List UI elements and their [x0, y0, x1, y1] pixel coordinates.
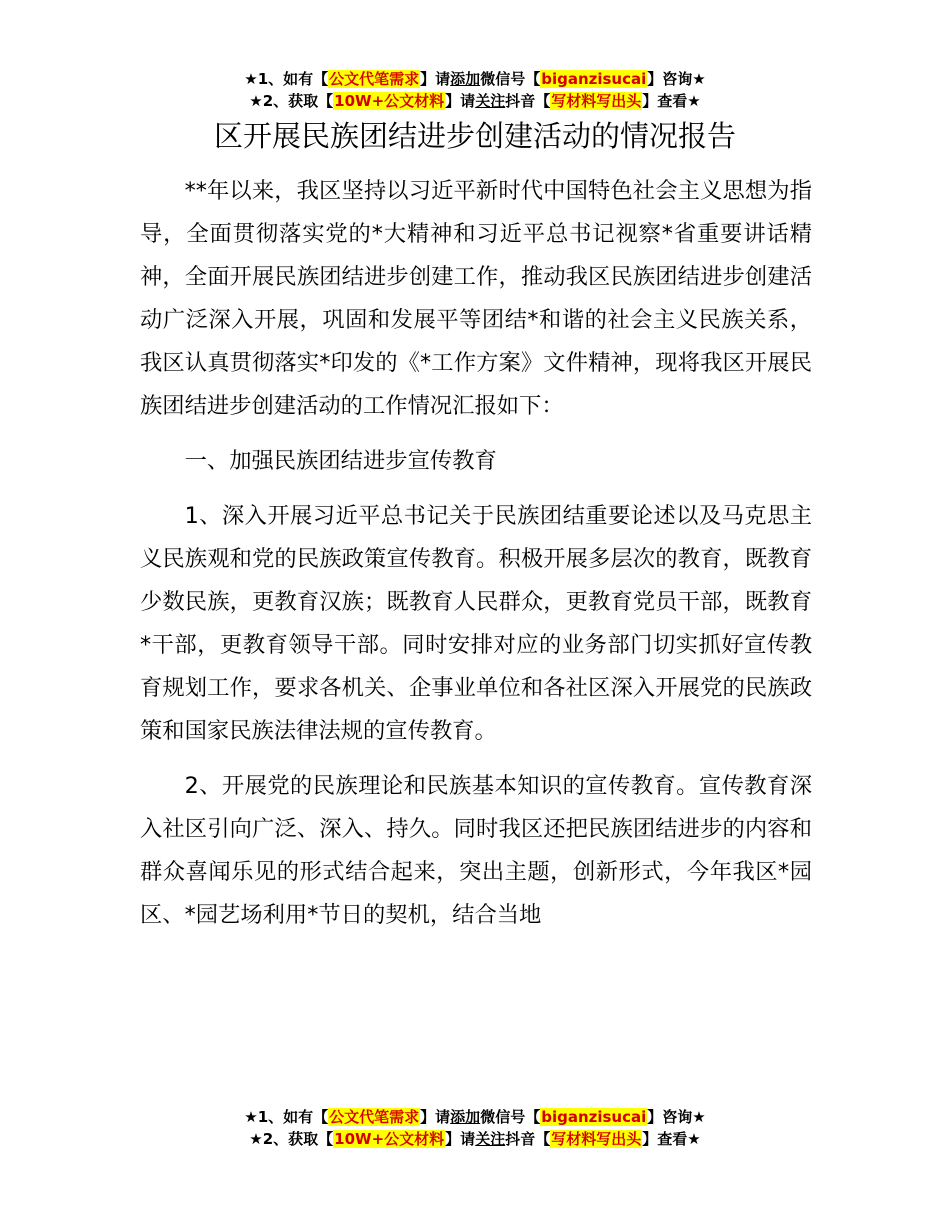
promo-highlight: 10W+公文材料: [334, 92, 445, 110]
promo-text: 】查看: [642, 92, 688, 110]
body-paragraph: 1、深入开展习近平总书记关于民族团结重要论述以及马克思主义民族观和党的民族政策宣传教育。积极开展多层次的教育，既教育少数民族，更教育汉族；既教育人民群众，更教育党员干部，既教育*干部，更教育领导干部。同时安排对应的业务部门切实抓好宣传教育规划工作，要求各机关、企事业单位和各社区深入开展党的民族政策和国家民族法律法规的宣传教育。: [140, 503, 812, 744]
star-icon: ★: [692, 70, 706, 88]
star-icon: ★: [692, 1108, 706, 1126]
promo-highlight: biganzisucai: [541, 1108, 647, 1126]
promo-highlight: biganzisucai: [541, 70, 647, 88]
body-paragraph: 2、开展党的民族理论和民族基本知识的宣传教育。宣传教育深入社区引向广泛、深入、持久。同时我区还把民族团结进步的内容和群众喜闻乐见的形式结合起来，突出主题，创新形式，今年我区*园区、*园艺场利用*节日的契机，结合当地: [140, 773, 812, 928]
section-heading: 一、加强民族团结进步宣传教育: [184, 448, 497, 474]
star-icon: ★: [687, 92, 701, 110]
promo-text: 抖音【: [505, 1130, 551, 1148]
promo-text: 2、获取【: [262, 1130, 334, 1148]
promo-text: 】请: [420, 1108, 451, 1126]
promo-text: 】请: [420, 70, 451, 88]
promo-line-2: [0, 1128, 950, 1150]
promo-line-1: [0, 68, 950, 90]
promo-highlight: 10W+公文材料: [334, 1130, 445, 1148]
promo-highlight: 写材料写出头: [551, 92, 642, 110]
bottom-promo-banner: [0, 1106, 950, 1150]
star-icon: ★: [249, 1130, 263, 1148]
document-body: [140, 170, 812, 937]
document-title: 区开展民族团结进步创建活动的情况报告: [213, 119, 736, 153]
promo-emphasis: 关注: [475, 92, 506, 110]
promo-text: 抖音【: [505, 92, 551, 110]
promo-text: 1、如有【: [257, 70, 329, 88]
promo-text: 】查看: [642, 1130, 688, 1148]
promo-text: 2、获取【: [262, 92, 334, 110]
promo-text: 】请: [445, 1130, 476, 1148]
promo-emphasis: 添加: [450, 1108, 481, 1126]
promo-text: 微信号【: [480, 70, 541, 88]
promo-text: 】咨询: [647, 70, 693, 88]
promo-highlight: 公文代笔需求: [329, 1108, 420, 1126]
promo-text: 1、如有【: [257, 1108, 329, 1126]
promo-highlight: 公文代笔需求: [329, 70, 420, 88]
promo-text: 】请: [445, 92, 476, 110]
star-icon: ★: [249, 92, 263, 110]
promo-emphasis: 关注: [475, 1130, 506, 1148]
top-promo-banner: [0, 68, 950, 112]
promo-line-1: [0, 1106, 950, 1128]
promo-highlight: 写材料写出头: [551, 1130, 642, 1148]
promo-emphasis: 添加: [450, 70, 481, 88]
intro-paragraph: **年以来，我区坚持以习近平新时代中国特色社会主义思想为指导，全面贯彻落实党的*大精神和习近平总书记视察*省重要讲话精神，全面开展民族团结进步创建工作，推动我区民族团结进步创建活动广泛深入开展，巩固和发展平等团结*和谐的社会主义民族关系，我区认真贯彻落实*印发的《*工作方案》文件精神，现将我区开展民族团结进步创建活动的工作情况汇报如下：: [140, 178, 812, 419]
promo-text: 】咨询: [647, 1108, 693, 1126]
promo-text: 微信号【: [480, 1108, 541, 1126]
promo-line-2: [0, 90, 950, 112]
star-icon: ★: [244, 70, 258, 88]
star-icon: ★: [244, 1108, 258, 1126]
star-icon: ★: [687, 1130, 701, 1148]
